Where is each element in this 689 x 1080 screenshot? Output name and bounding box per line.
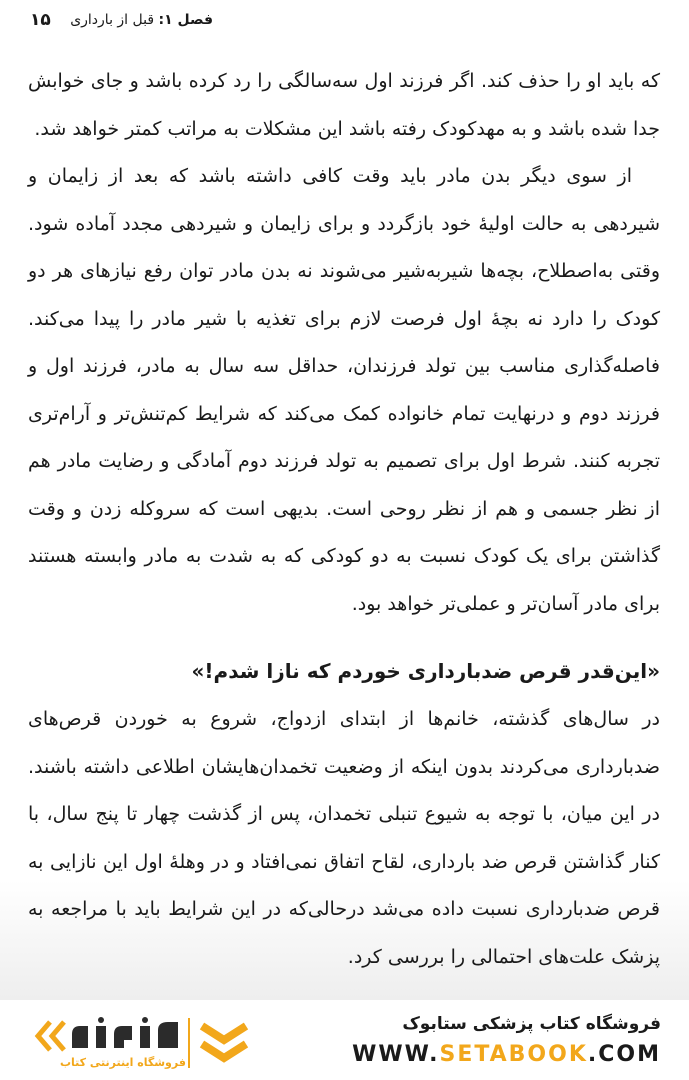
body-text — [28, 58, 660, 981]
setabook-logo[interactable] — [28, 1014, 188, 1058]
setabook-wordmark-icon — [28, 1014, 188, 1058]
running-head — [70, 12, 213, 28]
paragraph-3: در سال‌های گذشته، خانم‌ها از ابتدای ازدواج، شروع به خوردن قرص‌های ضدبارداری می‌کردند بدون اینکه از وضعیت تخمدان‌هایشان اطلاعی داشته باشند. در این میان، با توجه به شیوع تنبلی تخمدان، پس از گذشت چهار تا پنج سال، با کنار گذاشتن قرص ضد بارداری، لقاح اتفاق نمی‌افتاد و در وهلهٔ اول این نازایی به قرص ضدبارداری نسبت داده می‌شد درحالی‌که در این شرایط باید با مراجعه به پزشک علت‌های احتمالی را بررسی کرد. — [28, 708, 660, 968]
url-suffix: .COM — [587, 1042, 661, 1067]
store-footer — [0, 1000, 689, 1080]
footer-divider — [188, 1018, 190, 1068]
paragraph-2: از سوی دیگر بدن مادر باید وقت کافی داشته باشد که بعد از زایمان و شیردهی به حالت اولیهٔ خود بازگردد و برای زایمان و شیردهی مجدد آماده شود. وقتی به‌اصطلاح، بچه‌ها شیربه‌شیر می‌شوند نه بدن مادر توان رفع نیازهای هر دو کودک را دارد نه بچهٔ اول فرصت لازم برای تغذیه با شیر مادر را پیدا می‌کند. فاصله‌گذاری مناسب بین تولد فرزندان، حداقل سه سال به مادر، فرزند اول و فرزند دوم و درنهایت تمام خانواده کمک می‌کند که شرایط کم‌تنش‌تر و آرام‌تری تجربه کنند. شرط اول برای تصمیم به تولد فرزند دوم آمادگی و رضایت مادر هم از نظر جسمی و هم از نظر روحی است. بدیهی است که سروکله زدن و وقت گذاشتن برای یک کودک نسبت به دو کودکی که به شدت به مادر وابسته هستند برای مادر آسان‌تر و عملی‌تر خواهد بود. — [28, 165, 660, 615]
book-chevron-icon — [196, 1018, 252, 1072]
url-brand: SETABOOK — [439, 1042, 588, 1067]
chapter-label: فصل ۱: — [158, 12, 213, 28]
logo-tagline: فروشگاه اینترنتی کتاب — [60, 1056, 186, 1069]
paragraph-1: که باید او را حذف کند. اگر فرزند اول سه‌سالگی را رد کرده باشد و جای خوابش جدا شده باشد و به مهدکودک رفته باشد این مشکلات به مراتب کمتر خواهد شد. — [28, 70, 660, 140]
section-heading: «این‌قدر قرص ضدبارداری خوردم که نازا شدم!» — [191, 659, 660, 683]
store-url-link[interactable] — [352, 1042, 661, 1067]
chapter-title: قبل از بارداری — [70, 12, 155, 28]
store-name: فروشگاه کتاب پزشکی ستابوک — [402, 1014, 661, 1034]
url-prefix: WWW. — [352, 1042, 440, 1067]
page-number: ۱۵ — [30, 10, 51, 30]
page-header — [0, 8, 689, 36]
